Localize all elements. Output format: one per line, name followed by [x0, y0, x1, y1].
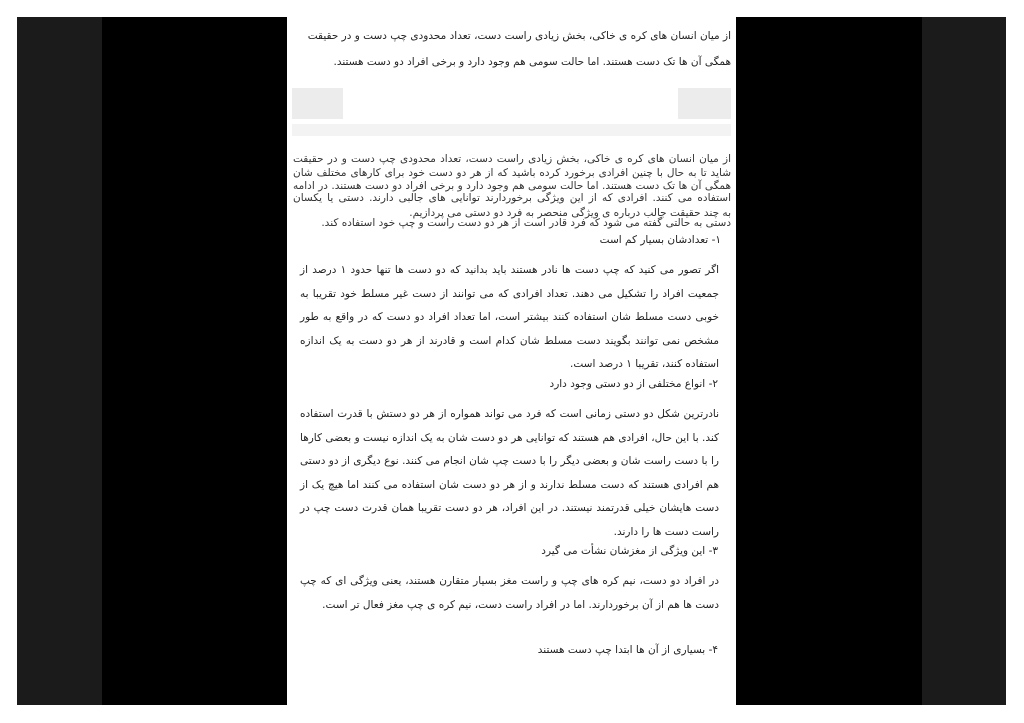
placeholder-block-right	[678, 88, 731, 119]
section-3-heading: ۳- این ویژگی از مغزشان نشأت می گیرد	[541, 545, 718, 557]
section-3-body: در افراد دو دست، نیم کره های چپ و راست مغز بسیار متقارن هستند، یعنی ویژگی ای که چپ دست ها هم از آن برخوردارند. اما در افراد راست دست، نیم کره ی چپ مغز فعال تر است.	[300, 575, 719, 611]
placeholder-block-left	[292, 88, 343, 119]
overlap-text-layer-b: شاید تا به حال با چنین افرادی برخورد کرده باشید که از هر دو دست خود برای کارهای مختلف شان استفاده می کنند. افرادی که از این ویژگی برخوردارند توانایی های جالبی دارند. دستی یا یکسان دستی به حالتی گفته می شود که فرد قادر است از هر دو دست راست و چپ خود استفاده کند.	[293, 167, 731, 229]
section-2-heading: ۲- انواع مختلفی از دو دستی وجود دارد	[549, 378, 718, 390]
right-margin-panel	[922, 17, 1006, 705]
top-line-2: همگی آن ها تک دست هستند. اما حالت سومی هم وجود دارد و برخی افراد دو دست هستند.	[333, 56, 731, 68]
document-page	[287, 17, 736, 705]
left-margin-panel	[17, 17, 102, 705]
section-1-heading: ۱- تعدادشان بسیار کم است	[599, 234, 721, 246]
section-2-body: نادرترین شکل دو دستی زمانی است که فرد می تواند همواره از هر دو دستش با قدرت استفاده کند. با این حال، افرادی هم هستند که توانایی هر دو دست شان به یک اندازه نیست و بعضی کارها را با دست راست شان و بعضی دیگر را با دست چپ شان انجام می کنند. نوع دیگری از دو دستی هم افرادی هستند که دست مسلط ندارند و از هر دو دست شان استفاده می کنند اما هیچ یک از دست هایشان خیلی قدرتمند نیستند. در این افراد، هر دو دست تقریبا همان قدرت دست چپ در راست دست ها را دارند.	[300, 408, 719, 538]
placeholder-bar	[292, 124, 731, 136]
section-4-heading: ۴- بسیاری از آن ها ابتدا چپ دست هستند	[537, 644, 718, 656]
top-line-1: از میان انسان های کره ی خاکی، بخش زیادی راست دست، تعداد محدودی چپ دست و در حقیقت	[307, 30, 731, 42]
section-1-body: اگر تصور می کنید که چپ دست ها نادر هستند باید بدانید که دو دست ها تنها حدود ۱ درصد از جمعیت افراد را تشکیل می دهند. تعداد افرادی که می توانند از دست غیر مسلط خود تقریبا به خوبی دست مسلط شان استفاده کنند بیشتر است، اما تعداد افراد دو دست که در واقع به طور مشخص نمی توانند بگویند دست مسلط شان کدام است و قادرند از هر دو دست به یک اندازه استفاده کنند، تقریبا ۱ درصد است.	[300, 264, 719, 370]
overlap-text-layer-a: از میان انسان های کره ی خاکی، بخش زیادی راست دست، تعداد محدودی چپ دست و در حقیقت همگی آن ها تک دست هستند. اما حالت سومی هم وجود دارد و برخی افراد دو دست هستند. در ادامه به چند حقیقت جالب درباره ی ویژگی منحصر به فرد دو دستی می پردازیم.	[293, 153, 731, 219]
